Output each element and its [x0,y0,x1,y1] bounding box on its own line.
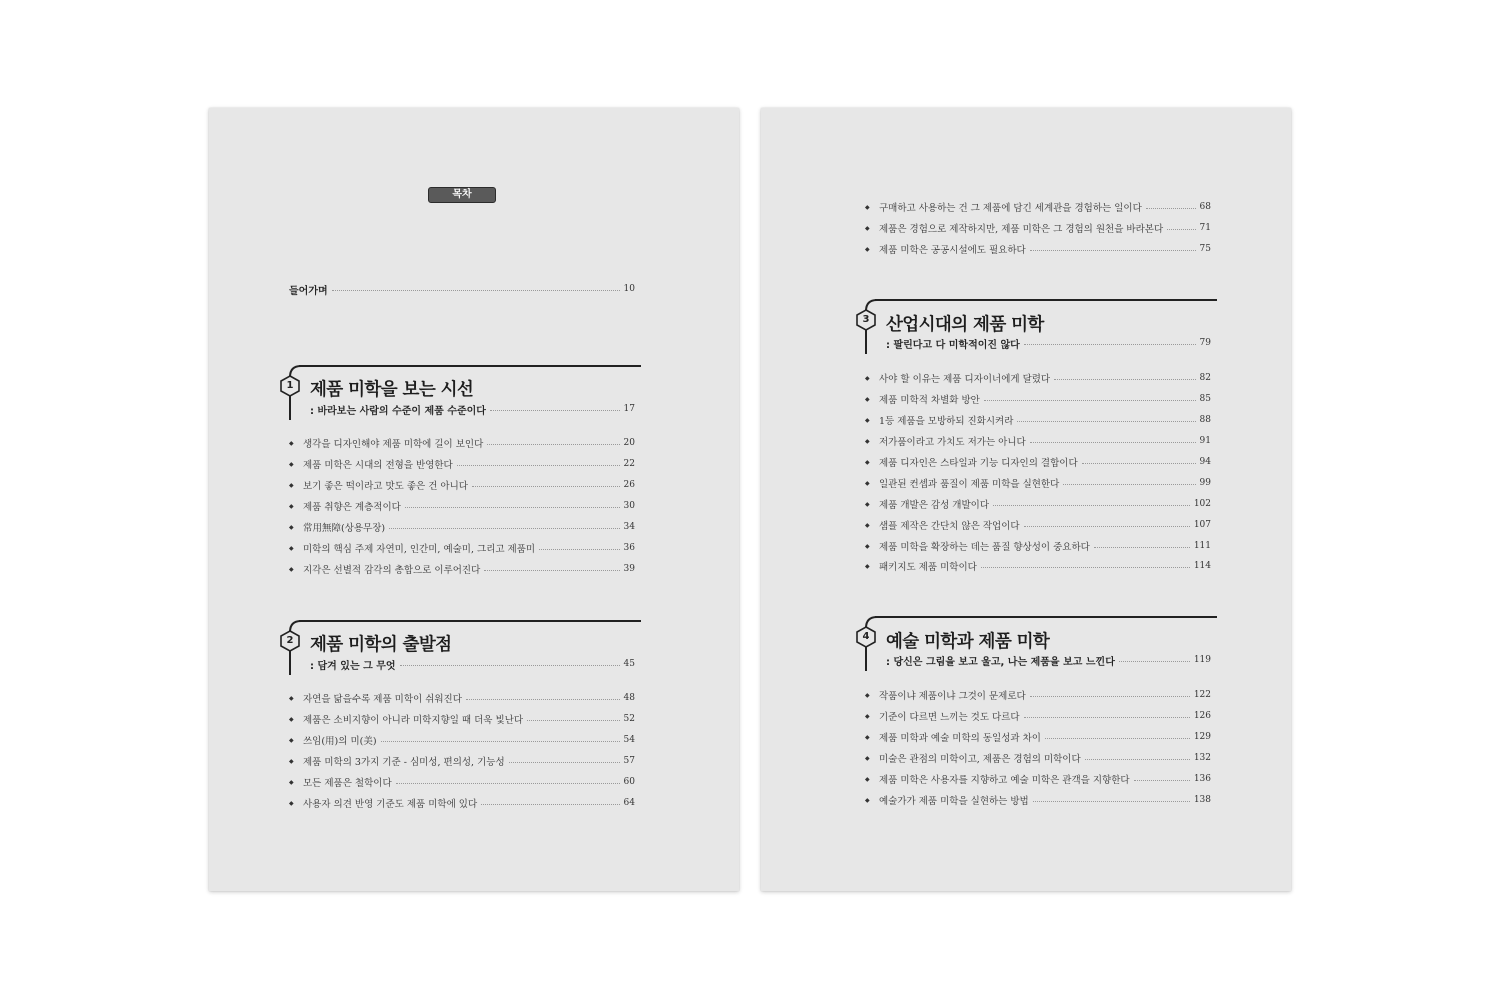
diamond-bullet-icon: ◆ [865,458,870,466]
chapter-rule [875,616,1217,618]
toc-item-text: 제품 개발은 감성 개발이다 [879,500,990,511]
page-number: 10 [623,284,635,294]
toc-item-text: 패키지도 제품 미학이다 [879,562,977,573]
dot-leader [1030,250,1196,251]
chapter-number: 1 [286,380,294,391]
toc-item[interactable] [865,539,1211,553]
page-number: 111 [1193,541,1211,551]
toc-item[interactable] [289,712,635,726]
page-number: 94 [1199,457,1211,467]
toc-item[interactable] [865,413,1211,427]
toc-item[interactable] [865,518,1211,532]
diamond-bullet-icon: ◆ [865,374,870,382]
dot-leader [332,290,620,291]
toc-item-text: 예술가가 제품 미학을 실현하는 방법 [879,796,1029,807]
page-number: 122 [1193,690,1211,700]
diamond-bullet-icon: ◆ [865,562,870,570]
diamond-bullet-icon: ◆ [289,799,294,807]
dot-leader [457,465,620,466]
dot-leader [1017,421,1195,422]
dot-leader [1030,442,1196,443]
toc-item[interactable] [865,793,1211,807]
chapter-subtitle: : 팔린다고 다 미학적이진 않다 [886,339,1020,351]
toc-item-text: 제품 미학의 3가지 기준 - 심미성, 편의성, 기능성 [303,757,505,768]
dot-leader [1146,208,1196,209]
dot-leader [389,528,619,529]
right-page [761,108,1291,891]
chapter-rule [299,365,641,367]
page-number: 52 [623,714,635,724]
dot-leader [400,665,620,666]
chapter-number-hexagon [856,309,876,331]
diamond-bullet-icon: ◆ [289,565,294,573]
toc-item[interactable] [865,730,1211,744]
page-number: 119 [1193,655,1211,665]
toc-item-text: 보기 좋은 떡이라고 맛도 좋은 건 아니다 [303,481,468,492]
toc-item[interactable] [289,796,635,810]
chapter-rule [299,620,641,622]
page-number: 85 [1199,394,1211,404]
toc-item-text: 제품 미학은 공공시설에도 필요하다 [879,245,1026,256]
diamond-bullet-icon: ◆ [865,479,870,487]
dot-leader [984,400,1196,401]
page-number: 39 [623,564,635,574]
diamond-bullet-icon: ◆ [865,691,870,699]
toc-item[interactable] [289,754,635,768]
toc-item[interactable] [865,751,1211,765]
toc-item[interactable] [865,497,1211,511]
chapter-number-hexagon [280,375,300,397]
chapter-subtitle: : 담겨 있는 그 무엇 [310,660,396,672]
page-number: 138 [1193,795,1211,805]
toc-item[interactable] [865,200,1211,214]
dot-leader [1045,738,1190,739]
toc-item-text: 지각은 선별적 감각의 총합으로 이루어진다 [303,565,481,576]
page-number: 132 [1193,753,1211,763]
toc-item[interactable] [289,691,635,705]
diamond-bullet-icon: ◆ [865,245,870,253]
toc-item[interactable] [865,392,1211,406]
chapter-number: 3 [862,314,870,325]
chapter-rule [875,299,1217,301]
toc-item-text: 제품은 소비지향이 아니라 미학지향일 때 더욱 빛난다 [303,715,524,726]
chapter-number: 4 [862,631,870,642]
toc-item[interactable] [865,559,1211,573]
toc-item[interactable] [289,499,635,513]
toc-item[interactable] [289,457,635,471]
chapter-title: 제품 미학을 보는 시선 [310,380,474,400]
diamond-bullet-icon: ◆ [865,796,870,804]
dot-leader [1082,463,1196,464]
chapter-subtitle-line[interactable] [310,657,635,671]
diamond-bullet-icon: ◆ [289,544,294,552]
page-number: 68 [1199,202,1211,212]
toc-item-text: 모든 제품은 철학이다 [303,778,392,789]
toc-item[interactable] [289,562,635,576]
dot-leader [484,570,619,571]
toc-item-text: 제품 미학적 차별화 방안 [879,395,980,406]
chapter-number-hexagon [856,626,876,648]
page-number: 60 [623,777,635,787]
dot-leader [539,549,619,550]
toc-item-text: 일관된 컨셉과 품질이 제품 미학을 실현한다 [879,479,1060,490]
page-number: 79 [1199,338,1211,348]
page-number: 30 [623,501,635,511]
toc-item-text: 미술은 관점의 미학이고, 제품은 경험의 미학이다 [879,754,1081,765]
toc-item-text: 제품 취향은 계층적이다 [303,502,401,513]
chapter-subtitle-line[interactable] [886,653,1211,667]
chapter-subtitle-line[interactable] [886,336,1211,350]
page-number: 129 [1193,732,1211,742]
toc-item-text: 사야 할 이유는 제품 디자이너에게 달렸다 [879,374,1051,385]
chapter-subtitle: : 바라보는 사람의 수준이 제품 수준이다 [310,405,486,417]
page-number: 107 [1193,520,1211,530]
page-number: 114 [1193,561,1211,571]
diamond-bullet-icon: ◆ [289,481,294,489]
dot-leader [1063,484,1195,485]
dot-leader [1054,379,1195,380]
page-number: 36 [623,543,635,553]
chapter-title: 예술 미학과 제품 미학 [886,632,1050,652]
page-number: 64 [623,798,635,808]
toc-item[interactable] [865,242,1211,256]
diamond-bullet-icon: ◆ [865,224,870,232]
chapter-number-hexagon [280,630,300,652]
toc-item[interactable] [865,434,1211,448]
dot-leader [527,720,620,721]
dot-leader [1030,696,1190,697]
page-number: 102 [1193,499,1211,509]
dot-leader [481,804,619,805]
toc-item[interactable] [289,436,635,450]
diamond-bullet-icon: ◆ [289,736,294,744]
page-number: 20 [623,438,635,448]
dot-leader [981,567,1190,568]
dot-leader [1134,780,1190,781]
diamond-bullet-icon: ◆ [865,712,870,720]
toc-item[interactable] [865,688,1211,702]
diamond-bullet-icon: ◆ [865,416,870,424]
diamond-bullet-icon: ◆ [865,542,870,550]
page-number: 45 [623,659,635,669]
page-number: 126 [1193,711,1211,721]
toc-item-text: 제품 미학과 예술 미학의 동일성과 차이 [879,733,1041,744]
chapter-title: 제품 미학의 출발점 [310,635,452,655]
toc-item[interactable] [865,772,1211,786]
page-number: 22 [623,459,635,469]
toc-item-text: 생각을 디자인해야 제품 미학에 길이 보인다 [303,439,484,450]
diamond-bullet-icon: ◆ [289,502,294,510]
diamond-bullet-icon: ◆ [865,754,870,762]
diamond-bullet-icon: ◆ [289,778,294,786]
page-number: 99 [1199,478,1211,488]
toc-item-text: 작품이냐 제품이냐 그것이 문제로다 [879,691,1026,702]
dot-leader [1024,526,1190,527]
toc-item-text: 제품 미학은 시대의 전형을 반영한다 [303,460,453,471]
page-number: 75 [1199,244,1211,254]
toc-item-text: 저가품이라고 가치도 저가는 아니다 [879,437,1026,448]
toc-item-text: 기준이 다르면 느끼는 것도 다르다 [879,712,1020,723]
toc-item-text: 구매하고 사용하는 건 그 제품에 담긴 세계관을 경험하는 일이다 [879,203,1142,214]
toc-item[interactable] [865,476,1211,490]
toc-intro-title: 들어가며 [289,285,328,297]
toc-item[interactable] [289,520,635,534]
page-number: 91 [1199,436,1211,446]
chapter-number: 2 [286,635,294,646]
dot-leader [405,507,620,508]
toc-item[interactable] [865,455,1211,469]
diamond-bullet-icon: ◆ [865,437,870,445]
diamond-bullet-icon: ◆ [865,203,870,211]
dot-leader [487,444,619,445]
page-number: 48 [623,693,635,703]
dot-leader [509,762,620,763]
diamond-bullet-icon: ◆ [289,757,294,765]
toc-item-text: 1등 제품을 모방하되 진화시켜라 [879,416,1014,427]
dot-leader [1119,661,1190,662]
dot-leader [1085,759,1190,760]
dot-leader [490,410,620,411]
toc-item-text: 사용자 의견 반영 기준도 제품 미학에 있다 [303,799,478,810]
dot-leader [1167,229,1195,230]
page-number: 71 [1199,223,1211,233]
dot-leader [1024,717,1190,718]
toc-intro[interactable] [289,282,635,296]
dot-leader [466,699,620,700]
toc-item-text: 제품 미학을 확장하는 데는 품질 향상성이 중요하다 [879,542,1090,553]
toc-item-text: 제품 미학은 사용자를 지향하고 예술 미학은 관객을 지향한다 [879,775,1130,786]
toc-item[interactable] [289,775,635,789]
chapter-subtitle-line[interactable] [310,402,635,416]
chapter-subtitle: : 당신은 그림을 보고 울고, 나는 제품을 보고 느낀다 [886,656,1115,668]
dot-leader [472,486,620,487]
dot-leader [1033,801,1190,802]
page-number: 26 [623,480,635,490]
toc-item-text: 常用無障(상용무장) [303,523,386,534]
page-number: 88 [1199,415,1211,425]
toc-item-text: 제품은 경험으로 제작하지만, 제품 미학은 그 경험의 원천을 바라본다 [879,224,1164,235]
toc-item[interactable] [289,478,635,492]
diamond-bullet-icon: ◆ [865,500,870,508]
page-number: 57 [623,756,635,766]
diamond-bullet-icon: ◆ [865,733,870,741]
page-number: 136 [1193,774,1211,784]
diamond-bullet-icon: ◆ [865,521,870,529]
page-number: 54 [623,735,635,745]
page-number: 82 [1199,373,1211,383]
toc-item-text: 샘플 제작은 간단치 않은 작업이다 [879,521,1020,532]
chapter-title: 산업시대의 제품 미학 [886,315,1044,335]
left-page [209,108,739,891]
diamond-bullet-icon: ◆ [865,395,870,403]
diamond-bullet-icon: ◆ [289,715,294,723]
toc-item[interactable] [289,733,635,747]
toc-item[interactable] [865,371,1211,385]
toc-badge: 목차 [428,187,496,203]
toc-item-text: 제품 디자인은 스타일과 기능 디자인의 결합이다 [879,458,1078,469]
diamond-bullet-icon: ◆ [865,775,870,783]
dot-leader [993,505,1190,506]
dot-leader [396,783,620,784]
page-number: 17 [623,404,635,414]
toc-item-text: 자연을 닮을수록 제품 미학이 쉬워진다 [303,694,462,705]
diamond-bullet-icon: ◆ [289,523,294,531]
dot-leader [1094,547,1190,548]
diamond-bullet-icon: ◆ [289,439,294,447]
page-number: 34 [623,522,635,532]
toc-item[interactable] [289,541,635,555]
toc-item-text: 미학의 핵심 주제 자연미, 인간미, 예술미, 그리고 제품미 [303,544,536,555]
dot-leader [381,741,620,742]
diamond-bullet-icon: ◆ [289,694,294,702]
toc-item-text: 쓰임(用)의 미(美) [303,736,377,747]
diamond-bullet-icon: ◆ [289,460,294,468]
dot-leader [1024,344,1196,345]
toc-item[interactable] [865,221,1211,235]
toc-item[interactable] [865,709,1211,723]
